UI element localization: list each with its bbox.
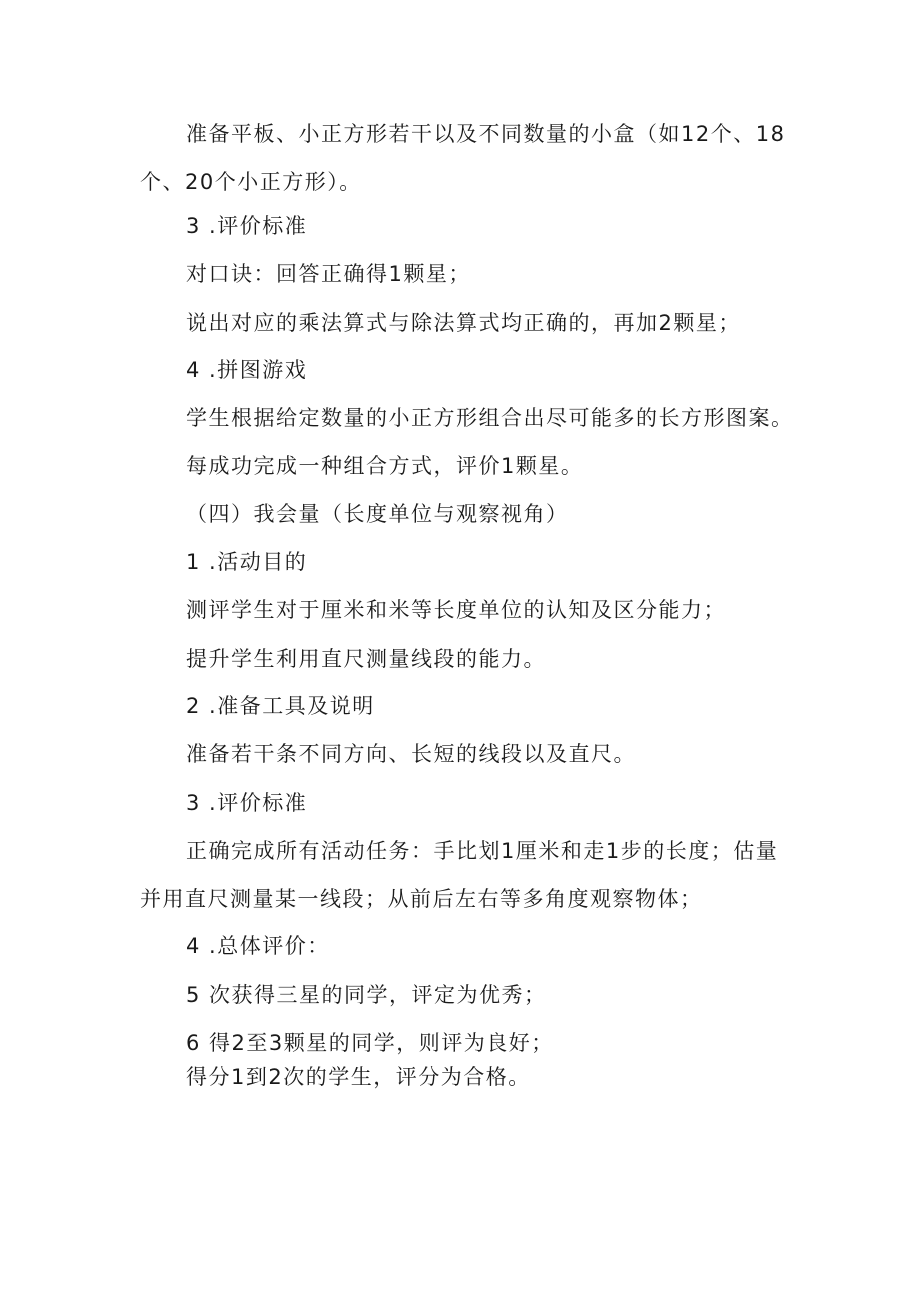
- heading-puzzle-game: 4 .拼图游戏: [186, 358, 308, 382]
- heading-activity-goal: 1 .活动目的: [186, 550, 308, 574]
- paragraph-goal-2: 提升学生利用直尺测量线段的能力。: [186, 647, 546, 671]
- heading-evaluation-standard-1: 3 .评价标准: [186, 214, 308, 238]
- heading-tools: 2 .准备工具及说明: [186, 694, 375, 718]
- paragraph-tasks: 正确完成所有活动任务：手比划1厘米和走1步的长度；估量并用直尺测量某一线段；从前后左右等多角度观察物体；: [140, 839, 779, 911]
- heading-section-four: （四）我会量（长度单位与观察视角）: [186, 502, 569, 526]
- paragraph-multiplication-division: 说出对应的乘法算式与除法算式均正确的，再加2颗星；: [186, 311, 741, 335]
- paragraph-puzzle-description: 学生根据给定数量的小正方形组合出尽可能多的长方形图案。: [186, 406, 794, 430]
- paragraph-tools: 准备若干条不同方向、长短的线段以及直尺。: [186, 742, 636, 766]
- paragraph-good: 6 得2至3颗星的同学，则评为良好；: [186, 1031, 554, 1055]
- heading-overall-evaluation: 4 .总体评价：: [186, 934, 330, 958]
- paragraph-goal-1: 测评学生对于厘米和米等长度单位的认知及区分能力；: [186, 598, 726, 622]
- paragraph-oral-formula: 对口诀：回答正确得1颗星；: [186, 262, 471, 286]
- paragraph-excellent: 5 次获得三星的同学，评定为优秀；: [186, 983, 547, 1007]
- heading-evaluation-standard-2: 3 .评价标准: [186, 791, 308, 815]
- paragraph-puzzle-score: 每成功完成一种组合方式，评价1颗星。: [186, 454, 584, 478]
- paragraph-pass: 得分1到2次的学生，评分为合格。: [186, 1065, 531, 1089]
- paragraph-prepare-tools: 准备平板、小正方形若干以及不同数量的小盒（如12个、18个、20个小正方形）。: [140, 122, 786, 194]
